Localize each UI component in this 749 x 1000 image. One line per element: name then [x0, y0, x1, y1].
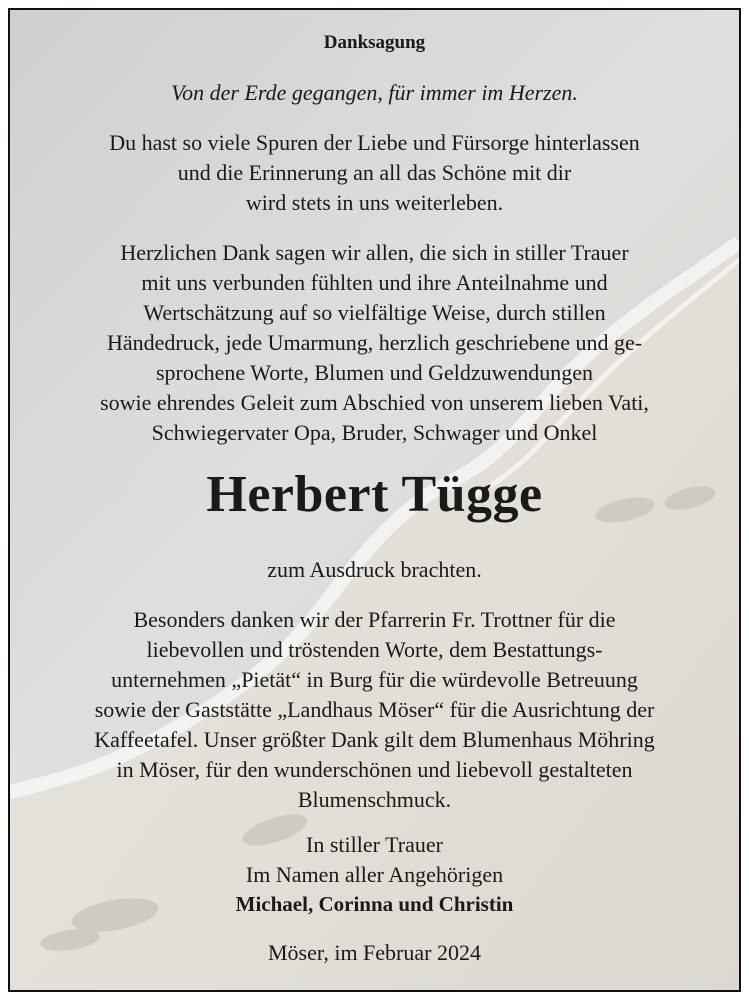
paragraph3-line: Besonders danken wir der Pfarrerin Fr. Trottner für die	[133, 607, 616, 632]
paragraph2-line: Schwiegervater Opa, Bruder, Schwager und Onkel	[151, 420, 598, 445]
paragraph3-line: in Möser, für den wunderschönen und liebevoll gestalteten	[116, 757, 633, 782]
paragraph3-line: liebevollen und tröstenden Worte, dem Bestattungs-	[146, 637, 603, 662]
notice-text	[10, 10, 739, 990]
obituary-notice	[8, 8, 741, 992]
paragraph2-line: mit uns verbunden fühlten und ihre Anteilnahme und	[141, 270, 608, 295]
notice-heading: Danksagung	[323, 32, 426, 53]
paragraph3-line: unternehmen „Pietät“ in Burg für die würdevolle Betreuung	[111, 667, 638, 692]
paragraph1-line: Du hast so viele Spuren der Liebe und Fürsorge hinterlassen	[109, 130, 640, 155]
paragraph2-line: Händedruck, jede Umarmung, herzlich geschriebene und ge-	[106, 330, 643, 355]
notice-motto: Von der Erde gegangen, für immer im Herzen.	[171, 80, 578, 105]
paragraph1-line: wird stets in uns weiterleben.	[245, 190, 504, 215]
place-date: Möser, im Februar 2024	[268, 940, 481, 965]
deceased-name: Herbert Tügge	[206, 466, 543, 523]
paragraph3-line: sowie der Gaststätte „Landhaus Möser“ für die Ausrichtung der	[94, 697, 655, 722]
paragraph2-line: sprochene Worte, Blumen und Geldzuwendungen	[155, 360, 594, 385]
closing-line: In stiller Trauer	[306, 832, 443, 857]
paragraph2-line: Herzlichen Dank sagen wir allen, die sich in stiller Trauer	[120, 240, 629, 265]
paragraph2-line: sowie ehrendes Geleit zum Abschied von unserem lieben Vati,	[100, 390, 649, 415]
paragraph1-line: und die Erinnerung an all das Schöne mit dir	[177, 160, 572, 185]
signers: Michael, Corinna und Christin	[235, 892, 514, 916]
paragraph2-line: Wertschätzung auf so vielfältige Weise, durch stillen	[143, 300, 606, 325]
paragraph3-line: Blumenschmuck.	[297, 787, 452, 812]
closing-line: Im Namen aller Angehörigen	[245, 862, 504, 887]
after-name-line: zum Ausdruck brachten.	[267, 557, 482, 582]
paragraph3-line: Kaffeetafel. Unser größter Dank gilt dem Blumenhaus Möhring	[94, 727, 655, 752]
